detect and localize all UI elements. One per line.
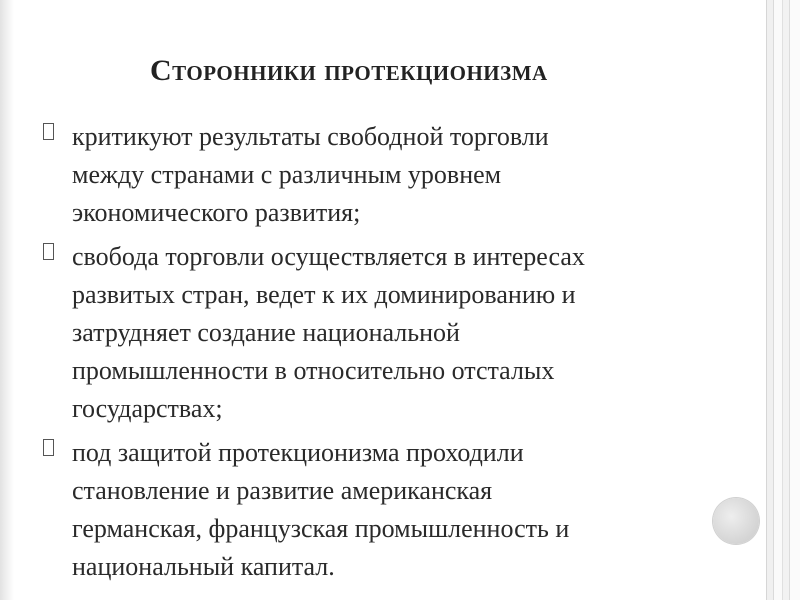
slide-edge-stripe — [783, 0, 790, 600]
slide-edge-stripe — [767, 0, 774, 600]
bullet-text: под защитой протекционизма проходили становление и развитие американская германская, французская промышленность и национальный капитал. — [72, 438, 570, 581]
slide-edge-stripe — [774, 0, 783, 600]
bullet-list — [40, 118, 730, 592]
circle-button-icon[interactable] — [713, 498, 759, 544]
bullet-text: критикуют результаты свободной торговли между странами с различным уровнем экономического развития; — [72, 122, 549, 227]
square-outline-icon — [40, 118, 72, 156]
bullet-item — [40, 238, 730, 428]
square-outline-icon — [40, 434, 72, 472]
slide-title: Сторонники протекционизма — [150, 54, 548, 87]
bullet-text: свобода торговли осуществляется в интересах развитых стран, ведет к их доминированию и затрудняет создание национальной промышленности в относительно отсталых государствах; — [72, 242, 585, 423]
slide-edge-stripe — [790, 0, 800, 600]
square-outline-icon — [40, 238, 72, 276]
bullet-item — [40, 118, 730, 232]
bullet-item — [40, 434, 730, 586]
left-edge-shadow — [0, 0, 14, 600]
